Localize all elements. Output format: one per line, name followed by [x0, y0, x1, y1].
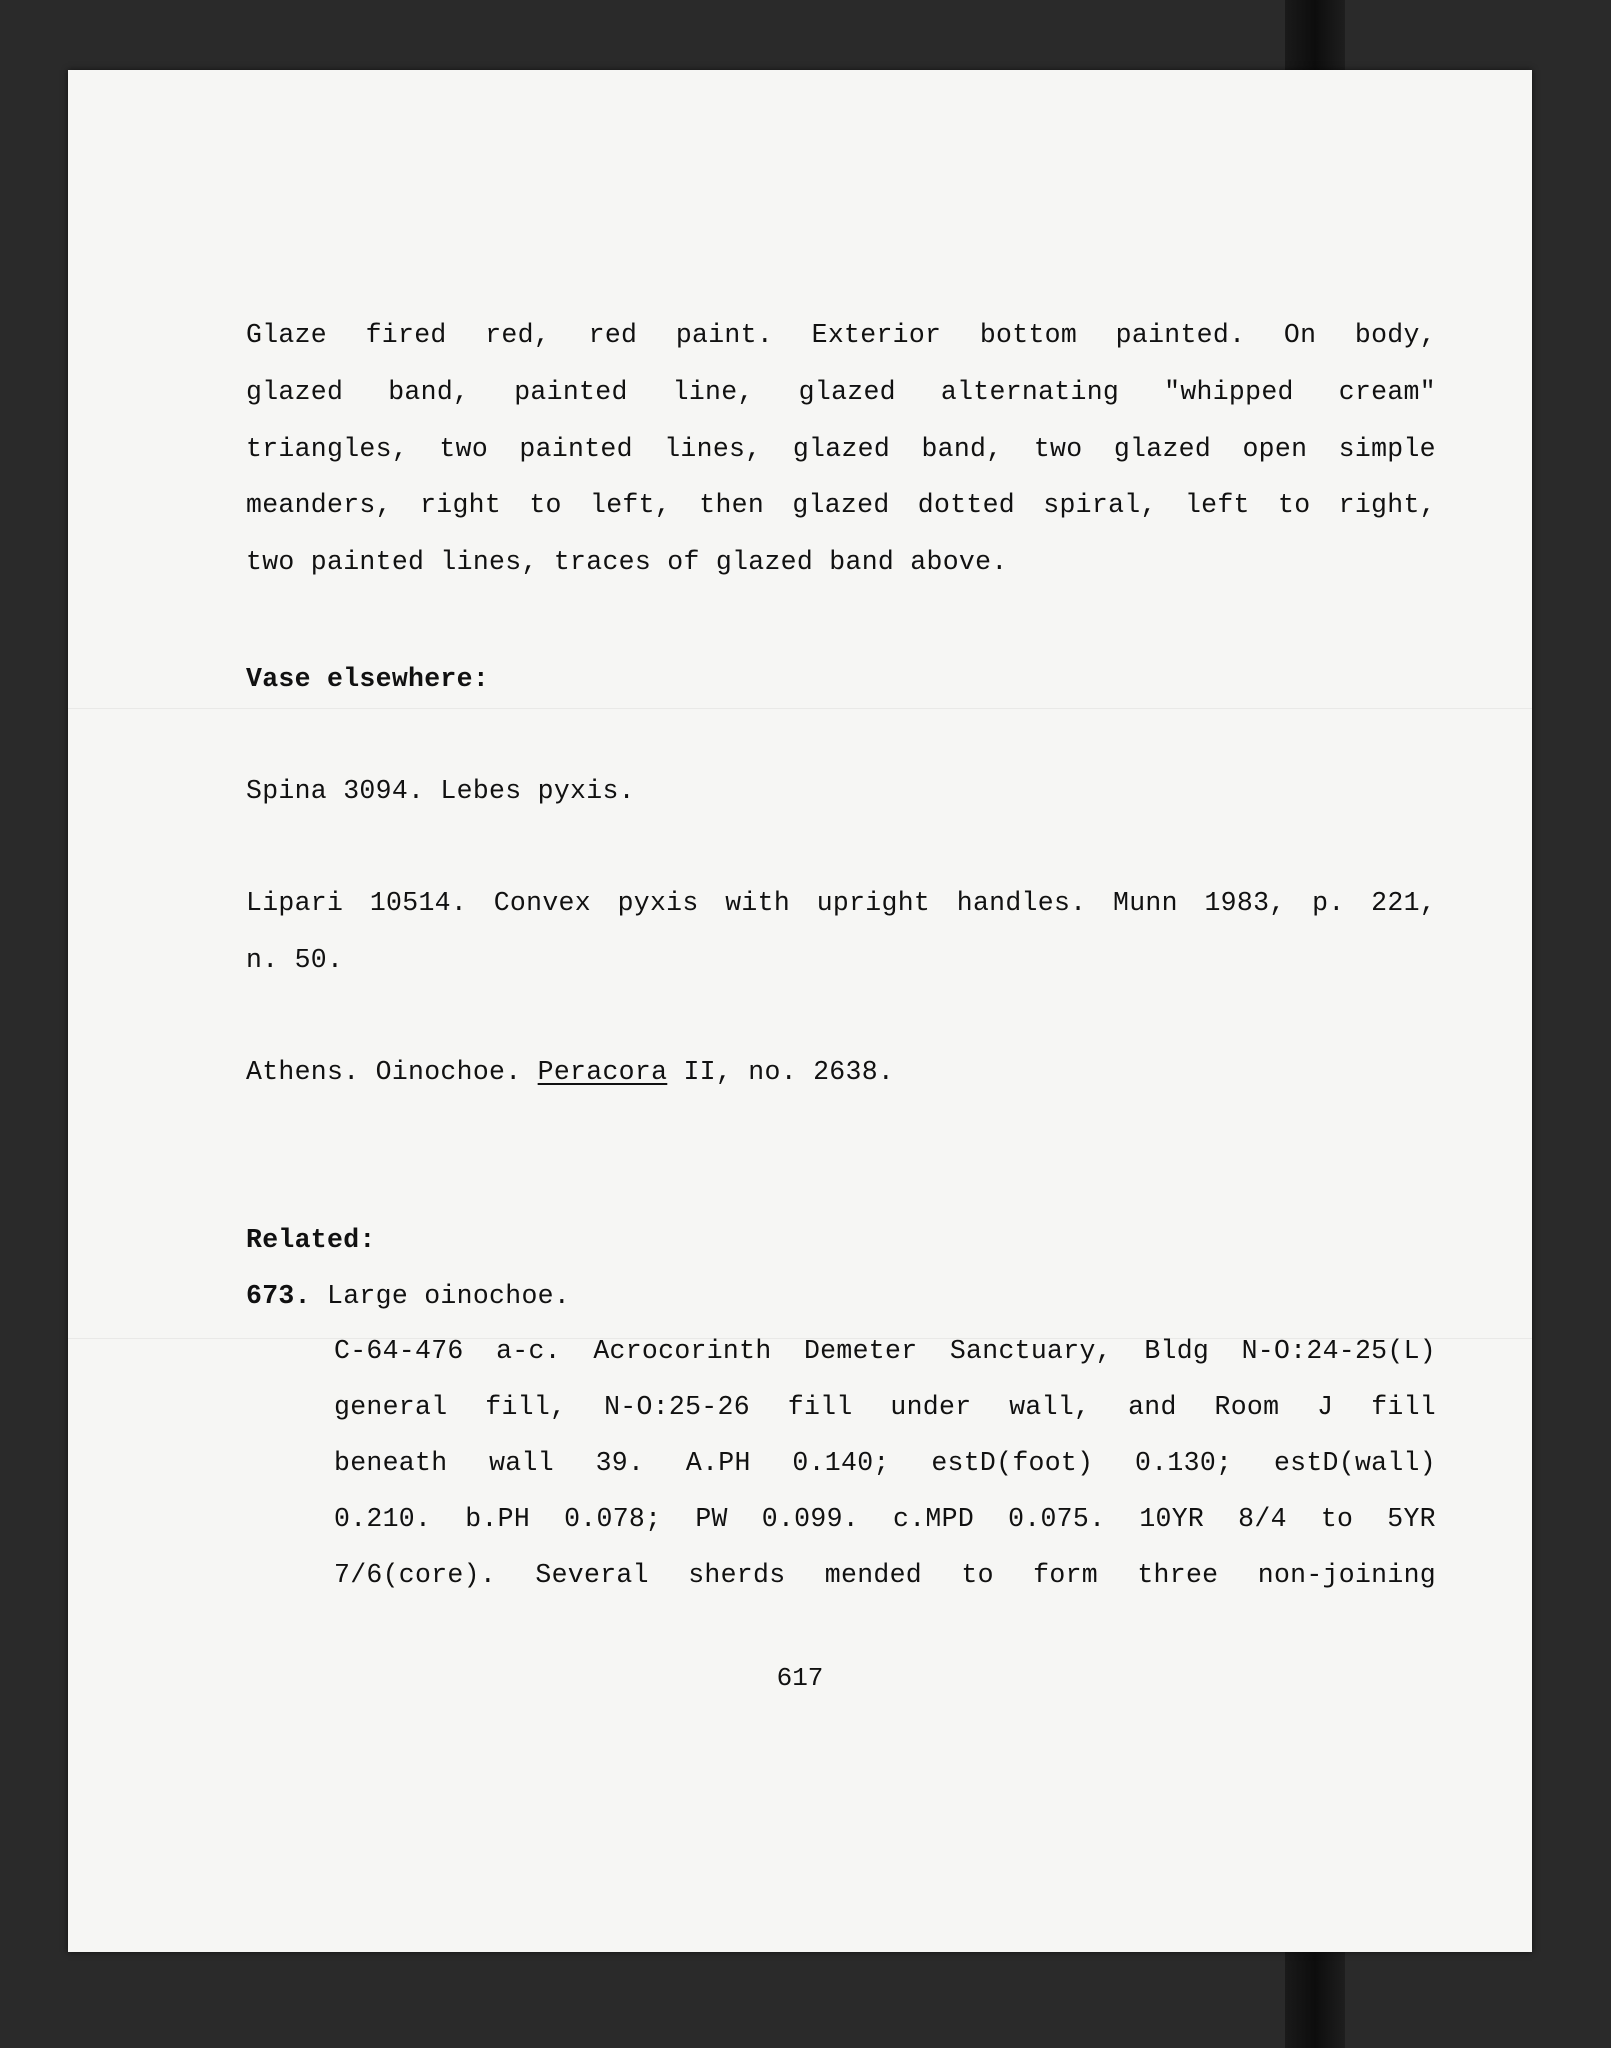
- word: spiral,: [1043, 490, 1157, 520]
- vase-entry-lipari-cont: n. 50.: [246, 945, 344, 975]
- word: 0.210.: [334, 1504, 432, 1534]
- word: PW: [695, 1504, 728, 1534]
- word: b.PH: [465, 1504, 531, 1534]
- word: band,: [921, 434, 1003, 464]
- word: then: [699, 490, 765, 520]
- word: 0.078;: [564, 1504, 662, 1534]
- word: J: [1317, 1392, 1334, 1422]
- word: alternating: [940, 377, 1120, 407]
- word: Several: [535, 1560, 649, 1590]
- word: left: [1184, 490, 1250, 520]
- word: fired: [365, 320, 447, 350]
- catalog-entry-body-line: [334, 1392, 1436, 1422]
- word: Sanctuary,: [949, 1336, 1112, 1366]
- word: painted: [519, 434, 633, 464]
- word: fill,: [485, 1392, 567, 1422]
- word: cream": [1338, 377, 1436, 407]
- text-line: [246, 434, 1436, 464]
- word: glazed: [246, 377, 344, 407]
- word: c.MPD: [893, 1504, 975, 1534]
- word: 0.099.: [761, 1504, 859, 1534]
- word: Bldg: [1144, 1336, 1210, 1366]
- publication-title-underlined: Peracora: [537, 1057, 668, 1087]
- word: to: [1320, 1504, 1354, 1534]
- word: estD(wall): [1273, 1448, 1436, 1478]
- word: On: [1283, 320, 1317, 350]
- word: Acrocorinth: [593, 1336, 772, 1366]
- athens-text: Athens. Oinochoe.: [246, 1057, 538, 1087]
- word: Munn: [1113, 888, 1178, 918]
- word: 0.130;: [1135, 1448, 1233, 1478]
- word: line,: [672, 377, 754, 407]
- word: triangles,: [246, 434, 409, 464]
- word: fill: [787, 1392, 853, 1422]
- word: Convex: [493, 888, 591, 918]
- word: Exterior: [811, 320, 942, 350]
- vase-entry-lipari: [246, 888, 1436, 918]
- word: 10YR: [1139, 1504, 1205, 1534]
- word: bottom: [979, 320, 1078, 350]
- word: and: [1128, 1392, 1177, 1422]
- word: wall: [489, 1448, 554, 1478]
- catalog-entry-body-line: [334, 1336, 1436, 1366]
- word: fill: [1371, 1392, 1436, 1422]
- page-fold-line: [68, 708, 1532, 709]
- word: a-c.: [496, 1336, 561, 1366]
- word: estD(foot): [931, 1448, 1094, 1478]
- word: form: [1033, 1560, 1098, 1590]
- word: painted.: [1115, 320, 1246, 350]
- vase-entry-athens: [246, 1057, 1436, 1087]
- word: Lipari: [246, 888, 344, 918]
- text-line: [246, 490, 1436, 520]
- word: glazed: [792, 434, 891, 464]
- word: wall,: [1009, 1392, 1091, 1422]
- word: 10514.: [369, 888, 468, 918]
- page-number: 617: [776, 1663, 824, 1693]
- section-heading-vase-elsewhere: Vase elsewhere:: [246, 664, 490, 694]
- word: red: [588, 320, 638, 350]
- word: sherds: [688, 1560, 786, 1590]
- word: red,: [485, 320, 551, 350]
- catalog-title: Large oinochoe.: [310, 1281, 571, 1311]
- athens-text-after: II, no. 2638.: [667, 1057, 895, 1087]
- word: left,: [590, 490, 672, 520]
- word: with: [725, 888, 791, 918]
- word: paint.: [675, 320, 774, 350]
- document-page: [68, 70, 1532, 1952]
- word: to: [961, 1560, 994, 1590]
- text-line: [246, 320, 1436, 350]
- word: Demeter: [803, 1336, 918, 1366]
- word: three: [1137, 1560, 1219, 1590]
- word: 1983,: [1204, 888, 1286, 918]
- word: beneath: [334, 1448, 448, 1478]
- word: pyxis: [617, 888, 699, 918]
- word: to: [1278, 490, 1311, 520]
- word: 39.: [595, 1448, 645, 1478]
- word: painted: [514, 377, 628, 407]
- word: right,: [1338, 490, 1436, 520]
- word: two: [1033, 434, 1083, 464]
- word: A.PH: [685, 1448, 751, 1478]
- word: glazed: [1113, 434, 1212, 464]
- text-line: two painted lines, traces of glazed band above.: [246, 547, 1008, 577]
- word: 221,: [1371, 888, 1436, 918]
- word: "whipped: [1164, 377, 1294, 407]
- vase-entry-spina: Spina 3094. Lebes pyxis.: [246, 776, 635, 806]
- word: Room: [1214, 1392, 1280, 1422]
- word: band,: [388, 377, 470, 407]
- word: under: [890, 1392, 972, 1422]
- section-heading-related: Related:: [246, 1225, 376, 1255]
- catalog-entry-heading: [246, 1281, 1436, 1311]
- word: 5YR: [1387, 1504, 1436, 1534]
- word: p.: [1312, 888, 1345, 918]
- word: 7/6(core).: [334, 1560, 497, 1590]
- word: N-O:24-25(L): [1241, 1336, 1436, 1366]
- word: dotted: [917, 490, 1016, 520]
- catalog-number: 673.: [246, 1281, 311, 1311]
- word: non-joining: [1257, 1560, 1436, 1590]
- catalog-entry-body-line: [334, 1560, 1436, 1590]
- word: glazed: [792, 490, 890, 520]
- word: upright: [816, 888, 931, 918]
- word: meanders,: [246, 490, 392, 520]
- word: glazed: [798, 377, 896, 407]
- word: right: [420, 490, 502, 520]
- catalog-entry-body-line: [334, 1504, 1436, 1534]
- word: 8/4: [1238, 1504, 1287, 1534]
- word: body,: [1354, 320, 1436, 350]
- text-line: [246, 377, 1436, 407]
- word: N-O:25-26: [604, 1392, 750, 1422]
- word: mended: [824, 1560, 923, 1590]
- catalog-entry-body-line: [334, 1448, 1436, 1478]
- word: simple: [1338, 434, 1436, 464]
- word: Glaze: [246, 320, 328, 350]
- word: 0.075.: [1008, 1504, 1106, 1534]
- word: lines,: [664, 434, 762, 464]
- word: open: [1242, 434, 1308, 464]
- word: two: [439, 434, 489, 464]
- word: 0.140;: [792, 1448, 890, 1478]
- word: handles.: [956, 888, 1087, 918]
- word: C-64-476: [334, 1336, 464, 1366]
- word: general: [334, 1392, 448, 1422]
- word: to: [529, 490, 562, 520]
